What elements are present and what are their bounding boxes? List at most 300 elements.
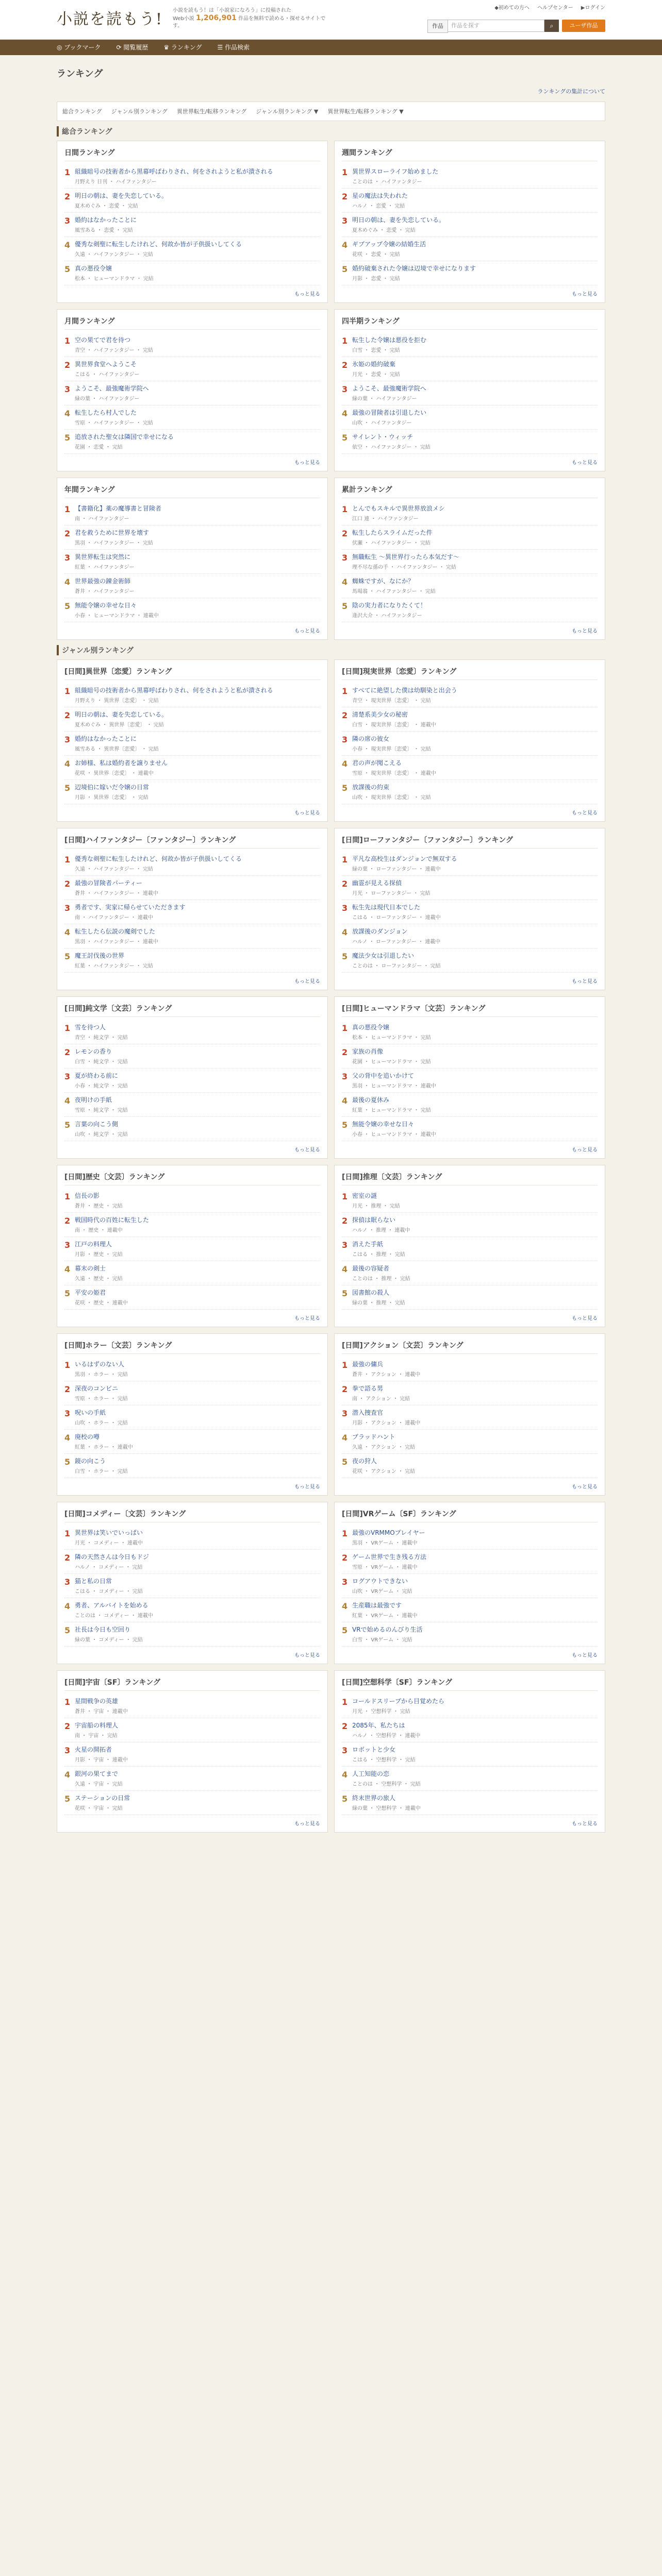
work-title-link[interactable]: お姉様、私は婚約者を譲りません <box>75 759 168 767</box>
work-title-link[interactable]: 潜入捜査官 <box>352 1409 384 1416</box>
more-link[interactable]: もっと見る <box>572 460 598 466</box>
work-meta: 花咲 ・ アクション ・ 完結 <box>352 1469 416 1475</box>
ranking-item <box>342 1381 598 1405</box>
ranking-item <box>342 1550 598 1574</box>
work-meta: ハルノ ・ 推理 ・ 連載中 <box>352 1228 410 1233</box>
work-title-link[interactable]: 世界最強の錬金術師 <box>75 578 131 585</box>
ranking-item <box>342 333 598 357</box>
work-title-link[interactable]: 明日の朝は、妻を失恋している。 <box>75 192 168 199</box>
more-link[interactable]: もっと見る <box>294 1484 320 1490</box>
ranking-item <box>342 1044 598 1069</box>
work-title-link[interactable]: 人工知能の恋 <box>352 1770 390 1777</box>
work-title-link[interactable]: 猫と私の日常 <box>75 1578 112 1585</box>
work-title-link[interactable]: 転生したら村人でした <box>75 409 137 416</box>
work-title-link[interactable]: 消えた手紙 <box>352 1241 384 1248</box>
work-meta: 蒼井 ・ アクション ・ 連載中 <box>352 1372 421 1378</box>
work-title-link[interactable]: すべてに絶望した僕は幼馴染と出会う <box>352 687 457 694</box>
rank-number: 2 <box>64 1553 71 1563</box>
search-input[interactable]: 作品を探す <box>448 20 544 32</box>
ranking-item-body <box>352 855 457 872</box>
rank-number: 1 <box>64 1192 71 1201</box>
top-link-login[interactable]: ▶ログイン <box>581 5 605 11</box>
ranking-item-body <box>75 167 273 185</box>
ranking-item <box>342 683 598 707</box>
work-title-link[interactable]: 拳で語る男 <box>352 1385 384 1392</box>
ranking-item <box>64 948 320 973</box>
work-title-link[interactable]: 転生先は現代日本でした <box>352 904 421 911</box>
work-title-link[interactable]: 生産職は最強です <box>352 1602 402 1609</box>
rank-number: 4 <box>342 1433 348 1443</box>
ranking-item <box>342 261 598 285</box>
work-title-link[interactable]: 雪を待つ人 <box>75 1024 106 1031</box>
more-link[interactable]: もっと見る <box>572 629 598 634</box>
more-link-wrap <box>64 977 320 985</box>
work-title-link[interactable]: 父の背中を追いかけて <box>352 1072 415 1079</box>
work-title-link[interactable]: 最後の容疑者 <box>352 1265 390 1272</box>
work-meta: 紅葉 ・ ホラー ・ 連載中 <box>75 1445 133 1450</box>
ranking-box-title: [日間]コメディー〔文芸〕ランキング <box>64 1509 320 1522</box>
ranking-item <box>64 189 320 213</box>
tab-isekai-dropdown[interactable]: 異世界転生/転移ランキング ▼ <box>327 108 404 115</box>
work-meta: 月野えり ・ 異世界〔恋愛〕 ・ 完結 <box>75 698 159 704</box>
work-title-link[interactable]: 辺境伯に嫁いだ令嬢の日常 <box>75 784 150 791</box>
work-meta: 緑の葉 ・ 空想科学 ・ 連載中 <box>352 1806 421 1811</box>
rank-number: 2 <box>64 879 71 889</box>
work-title-link[interactable]: 鏡の向こう <box>75 1458 106 1465</box>
more-link[interactable]: もっと見る <box>572 1821 598 1827</box>
tab-overall[interactable]: 総合ランキング <box>62 108 102 115</box>
nav-ranking[interactable]: ♛ ランキング <box>163 44 202 51</box>
ranking-item <box>342 948 598 973</box>
ranking-box <box>57 659 328 822</box>
work-title-link[interactable]: 銀河の果てまで <box>75 1770 119 1777</box>
ranking-item-body <box>75 433 174 450</box>
rank-number: 5 <box>64 1794 71 1804</box>
work-title-link[interactable]: 放課後のダンジョン <box>352 928 408 935</box>
more-link[interactable]: もっと見る <box>572 1484 598 1490</box>
more-link-wrap <box>64 1819 320 1827</box>
work-title-link[interactable]: ロボットと少女 <box>352 1746 396 1753</box>
ranking-help-anchor[interactable]: ランキングの集計について <box>537 88 605 95</box>
work-meta: こはる ・ コメディー ・ 完結 <box>75 1589 143 1595</box>
work-title-link[interactable]: 陰の実力者になりたくて！ <box>352 602 427 609</box>
work-title-link[interactable]: 最強の傭兵 <box>352 1361 384 1368</box>
work-title-link[interactable]: 江戸の料理人 <box>75 1241 112 1248</box>
top-links <box>488 3 605 11</box>
ranking-item-body <box>352 927 440 945</box>
work-meta: 久遠 ・ ハイファンタジー ・ 完結 <box>75 252 153 258</box>
work-title-link[interactable]: 幽霊が見える探偵 <box>352 879 402 887</box>
rank-number: 3 <box>64 1240 71 1250</box>
rank-number: 5 <box>342 264 348 274</box>
ranking-box <box>334 478 605 640</box>
work-title-link[interactable]: 転生したら伝説の魔剣でした <box>75 928 156 935</box>
top-link-guide[interactable]: ◆初めての方へ <box>494 5 529 11</box>
ranking-box-title: [日間]純文学〔文芸〕ランキング <box>64 1003 320 1017</box>
ranking-item <box>64 1550 320 1574</box>
work-meta: 花咲 ・ 恋愛 ・ 完結 <box>352 252 400 258</box>
ranking-item-body <box>352 1240 405 1258</box>
ranking-item <box>64 1430 320 1454</box>
ranking-item-body <box>75 879 158 896</box>
more-link[interactable]: もっと見る <box>294 810 320 816</box>
more-link-wrap <box>342 977 598 985</box>
work-title-link[interactable]: 最強の冒険者は引退したい <box>352 409 427 416</box>
work-title-link[interactable]: とんでもスキルで異世界放浪メシ <box>352 505 445 512</box>
ranking-item <box>64 756 320 780</box>
ranking-box <box>57 1333 328 1496</box>
site-logo[interactable]: 小説を読もう! <box>57 10 163 28</box>
work-meta: 白雪 ・ VRゲーム ・ 完結 <box>352 1637 412 1643</box>
search-type-select[interactable]: 作品 <box>427 20 448 33</box>
work-title-link[interactable]: 組織暗号の技術者から黒幕呼ばわりされ、何をされようと私が潰される <box>75 687 273 694</box>
more-link-wrap <box>342 1651 598 1658</box>
work-title-link[interactable]: 勇者です、実家に帰らせていただきます <box>75 904 186 911</box>
rank-number: 2 <box>342 1384 348 1394</box>
work-title-link[interactable]: 婚約はなかったことに <box>75 216 137 224</box>
work-title-link[interactable]: 転生したらスライムだった件 <box>352 529 433 536</box>
more-link[interactable]: もっと見る <box>294 1147 320 1153</box>
rank-number: 2 <box>64 529 71 538</box>
ranking-item <box>342 756 598 780</box>
rank-number: 1 <box>342 336 348 346</box>
work-title-link[interactable]: 異世界は笑いでいっぱい <box>75 1529 143 1536</box>
work-title-link[interactable]: 最強のVRMMOプレイヤー <box>352 1529 425 1536</box>
work-meta: 雪原 ・ VRゲーム ・ 連載中 <box>352 1565 418 1570</box>
work-title-link[interactable]: 平安の姫君 <box>75 1289 106 1296</box>
more-link[interactable]: もっと見る <box>294 292 320 297</box>
work-meta: 黒羽 ・ ヒューマンドラマ ・ 連載中 <box>352 1083 436 1089</box>
ranking-item <box>64 598 320 622</box>
work-meta: 山吹 ・ VRゲーム ・ 完結 <box>352 1589 412 1595</box>
ranking-item-body <box>352 240 426 258</box>
ranking-item <box>64 405 320 430</box>
work-title-link[interactable]: 真の悪役令嬢 <box>352 1024 390 1031</box>
work-meta: 久遠 ・ 歴史 ・ 完結 <box>75 1276 123 1282</box>
tab-isekai[interactable]: 異世界転生/転移ランキング <box>176 108 247 115</box>
rank-number: 1 <box>342 686 348 696</box>
work-meta: 白雪 ・ 現実世界〔恋愛〕 ・ 連載中 <box>352 722 436 728</box>
ranking-item <box>342 598 598 622</box>
work-title-link[interactable]: 明日の朝は、妻を失恋している。 <box>352 216 445 224</box>
work-title-link[interactable]: いるはずのない人 <box>75 1361 125 1368</box>
ranking-item <box>64 1694 320 1718</box>
rank-number: 4 <box>64 1433 71 1443</box>
work-title-link[interactable]: 異世界食堂へようこそ <box>75 361 137 368</box>
work-meta: ハルノ ・ コメディー ・ 完結 <box>75 1565 143 1570</box>
ranking-item <box>342 1069 598 1093</box>
work-title-link[interactable]: 図書館の殺人 <box>352 1289 390 1296</box>
work-title-link[interactable]: 君の声が聞こえる <box>352 759 402 767</box>
ranking-item-body <box>75 384 149 402</box>
rank-number: 2 <box>64 360 71 370</box>
work-title-link[interactable]: ブラッドハント <box>352 1433 395 1440</box>
ranking-item-body <box>352 409 426 426</box>
work-title-link[interactable]: 【書籍化】薬の魔導書と冒険者 <box>75 505 162 512</box>
rank-number: 3 <box>64 1409 71 1418</box>
ranking-item-body <box>352 1360 420 1378</box>
ranking-item <box>64 333 320 357</box>
rank-number: 4 <box>64 1096 71 1106</box>
more-link[interactable]: もっと見る <box>572 1147 598 1153</box>
rank-number: 3 <box>342 553 348 563</box>
rank-number: 5 <box>342 952 348 961</box>
rank-number: 3 <box>342 1409 348 1418</box>
work-title-link[interactable]: 真の悪役令嬢 <box>75 265 112 272</box>
rank-number: 4 <box>64 1601 71 1611</box>
ranking-item <box>64 501 320 526</box>
work-meta: 南 ・ 歴史 ・ 連載中 <box>75 1228 123 1233</box>
work-title-link[interactable]: サイレント・ウィッチ <box>352 433 413 440</box>
work-meta: 逢沢大介 ・ ハイファンタジー <box>352 613 422 619</box>
ranking-item-body <box>352 1072 436 1089</box>
work-title-link[interactable]: 氷姫の婚約破棄 <box>352 361 396 368</box>
ranking-item-body <box>75 1216 149 1233</box>
ranking-box-title: [日間]ホラー〔文芸〕ランキング <box>64 1340 320 1354</box>
work-title-link[interactable]: 戦国時代の百姓に転生した <box>75 1216 150 1224</box>
ranking-item-body <box>352 1625 423 1643</box>
work-title-link[interactable]: 星間戦争の英雄 <box>75 1698 119 1705</box>
ranking-item-body <box>75 759 168 776</box>
more-link-wrap <box>342 1819 598 1827</box>
work-title-link[interactable]: 最強の冒険者パーティー <box>75 879 143 887</box>
work-title-link[interactable]: 最後の夏休み <box>352 1096 390 1104</box>
work-title-link[interactable]: 転生した令嬢は悪役を拒む <box>352 336 427 344</box>
more-link[interactable]: もっと見る <box>572 1653 598 1658</box>
rank-number: 1 <box>342 855 348 865</box>
rank-number: 4 <box>342 759 348 769</box>
work-title-link[interactable]: 平凡な高校生はダンジョンで無双する <box>352 855 457 862</box>
tab-genre-dropdown[interactable]: ジャンル別ランキング ▼ <box>256 108 319 115</box>
more-link-wrap <box>342 1145 598 1153</box>
work-meta: 白雪 ・ 純文学 ・ 完結 <box>75 1059 128 1065</box>
ranking-box <box>57 478 328 640</box>
ranking-item-body <box>352 167 438 185</box>
ranking-item <box>64 780 320 804</box>
work-meta: 依空 ・ ハイファンタジー ・ 完結 <box>352 445 431 450</box>
more-link[interactable]: もっと見る <box>294 979 320 985</box>
ranking-item <box>342 1574 598 1598</box>
work-title-link[interactable]: 婚約破棄された令嬢は辺境で幸せになります <box>352 265 476 272</box>
work-title-link[interactable]: 終末世界の旅人 <box>352 1794 396 1802</box>
rank-number: 2 <box>64 192 71 201</box>
rank-number: 2 <box>342 192 348 201</box>
work-title-link[interactable]: 宇宙船の料理人 <box>75 1722 119 1729</box>
rank-number: 5 <box>64 952 71 961</box>
work-meta: 月影 ・ 歴史 ・ 完結 <box>75 1252 123 1258</box>
nav-history[interactable]: ⟳ 閲覧履歴 <box>116 44 148 51</box>
ranking-item-body <box>352 1721 420 1739</box>
more-link[interactable]: もっと見る <box>294 1316 320 1321</box>
rank-number: 4 <box>64 1770 71 1780</box>
work-title-link[interactable]: 密室の謎 <box>352 1192 377 1199</box>
ranking-item-body <box>352 504 445 522</box>
more-link[interactable]: もっと見る <box>294 629 320 634</box>
ranking-item <box>342 1093 598 1117</box>
work-title-link[interactable]: 夜明けの手紙 <box>75 1096 112 1104</box>
rank-number: 1 <box>64 1023 71 1033</box>
more-link[interactable]: もっと見る <box>294 460 320 466</box>
ranking-item-body <box>75 192 168 209</box>
ranking-item-body <box>75 927 158 945</box>
work-title-link[interactable]: 火星の開拓者 <box>75 1746 112 1753</box>
rank-number: 1 <box>64 336 71 346</box>
section-title-genre: ジャンル別ランキング <box>57 645 605 655</box>
work-title-link[interactable]: 夜の狩人 <box>352 1458 377 1465</box>
rank-number: 3 <box>342 384 348 394</box>
more-link[interactable]: もっと見る <box>572 810 598 816</box>
rank-number: 3 <box>342 1745 348 1755</box>
work-title-link[interactable]: ようこそ、最強魔術学院へ <box>352 385 426 392</box>
work-title-link[interactable]: 深夜のコンビニ <box>75 1385 119 1392</box>
more-link[interactable]: もっと見る <box>294 1653 320 1658</box>
work-title-link[interactable]: 社長は今日も空回り <box>75 1626 131 1633</box>
rank-number: 2 <box>342 1047 348 1057</box>
work-title-link[interactable]: 勇者、アルバイトを始める <box>75 1602 148 1609</box>
ranking-box-title: [日間]ハイファンタジー〔ファンタジー〕ランキング <box>64 835 320 849</box>
rank-number: 5 <box>64 433 71 443</box>
rank-number: 4 <box>342 1601 348 1611</box>
work-meta: 月野えり 日刊 ・ ハイファンタジー <box>75 179 157 185</box>
work-title-link[interactable]: 呪いの手紙 <box>75 1409 106 1416</box>
work-title-link[interactable]: 2085年、私たちは <box>352 1722 405 1729</box>
rank-number: 2 <box>64 1721 71 1731</box>
work-title-link[interactable]: 廃校の噂 <box>75 1433 100 1440</box>
ranking-item <box>64 1261 320 1285</box>
work-title-link[interactable]: 放課後の約束 <box>352 784 390 791</box>
ranking-item <box>342 732 598 756</box>
work-title-link[interactable]: 幕末の剣士 <box>75 1265 106 1272</box>
nav-bookmark[interactable]: ◎ ブックマーク <box>57 44 101 51</box>
work-title-link[interactable]: 魔王討伐後の世界 <box>75 952 125 959</box>
ranking-item <box>64 237 320 261</box>
rank-number: 4 <box>64 1264 71 1274</box>
work-meta: 月光 ・ 空想科学 ・ 完結 <box>352 1709 410 1715</box>
ranking-item-body <box>352 952 441 969</box>
work-meta: ことのは ・ コメディー ・ 連載中 <box>75 1613 153 1619</box>
ranking-item-body <box>75 903 186 921</box>
work-title-link[interactable]: 優秀な剣聖に転生したけれど、何故か皆が子供扱いしてくる <box>75 855 242 862</box>
more-link[interactable]: もっと見る <box>294 1821 320 1827</box>
rank-number: 1 <box>342 1697 348 1707</box>
work-title-link[interactable]: 明日の朝は、妻を失恋している。 <box>75 711 168 718</box>
work-title-link[interactable]: 信長の影 <box>75 1192 100 1199</box>
ranking-box-title: 年間ランキング <box>64 484 320 498</box>
ranking-item <box>64 1213 320 1237</box>
work-meta: 緑の葉 ・ ハイファンタジー <box>352 396 417 402</box>
more-link[interactable]: もっと見る <box>572 979 598 985</box>
work-title-link[interactable]: 蜘蛛ですが、なにか？ <box>352 578 415 585</box>
ranking-item-body <box>352 529 433 546</box>
rank-number: 1 <box>342 1529 348 1538</box>
ranking-item-body <box>75 504 161 522</box>
work-title-link[interactable]: レモンの香り <box>75 1048 112 1055</box>
work-title-link[interactable]: 異世界転生は突然に <box>75 553 131 561</box>
rank-number: 3 <box>64 735 71 744</box>
work-title-link[interactable]: ゲーム世界で生き残る方法 <box>352 1553 427 1561</box>
work-title-link[interactable]: 組織暗号の技術者から黒幕呼ばわりされ、何をされようと私が潰される <box>75 168 273 175</box>
search-icon[interactable]: ⌕ <box>544 20 559 32</box>
rank-number: 4 <box>64 927 71 937</box>
top-link-help[interactable]: ヘルプセンター <box>537 5 573 11</box>
tab-genre[interactable]: ジャンル別ランキング <box>111 108 168 115</box>
work-title-link[interactable]: VRで始めるのんびり生活 <box>352 1626 423 1633</box>
work-meta: 黒羽 ・ ハイファンタジー ・ 完結 <box>75 540 153 546</box>
work-meta: 花咲 ・ 歴史 ・ 連載中 <box>75 1300 128 1306</box>
ranking-item-body <box>75 1192 123 1209</box>
work-title-link[interactable]: 清楚系美少女の秘密 <box>352 711 408 718</box>
work-title-link[interactable]: 優秀な剣聖に転生したけれど、何故か皆が子供扱いしてくる <box>75 241 242 248</box>
ranking-item-body <box>75 710 168 728</box>
ranking-item-body <box>352 1697 444 1715</box>
work-title-link[interactable]: 無職転生 ～異世界行ったら本気だす～ <box>352 553 459 561</box>
work-meta: 蒼井 ・ ハイファンタジー <box>75 589 135 595</box>
rank-number: 1 <box>64 504 71 514</box>
ranking-tabs <box>57 101 605 121</box>
ranking-item <box>64 1405 320 1430</box>
more-link[interactable]: もっと見る <box>572 292 598 297</box>
work-title-link[interactable]: 魔法少女は引退したい <box>352 952 415 959</box>
ranking-item <box>342 213 598 237</box>
work-title-link[interactable]: 星の魔法は失われた <box>352 192 408 199</box>
ranking-item <box>342 574 598 598</box>
user-works-button[interactable]: ユーザ作品 <box>562 20 605 32</box>
work-meta: 小春 ・ ヒューマンドラマ ・ 連載中 <box>352 1132 436 1138</box>
ranking-box <box>334 1670 605 1833</box>
more-link[interactable]: もっと見る <box>572 1316 598 1321</box>
ranking-box-title: [日間]ローファンタジー〔ファンタジー〕ランキング <box>342 835 598 849</box>
work-title-link[interactable]: ステーションの日常 <box>75 1794 130 1802</box>
work-title-link[interactable]: 君を救うために世界を壊す <box>75 529 150 536</box>
work-meta: 久遠 ・ ハイファンタジー ・ 完結 <box>75 867 153 872</box>
work-title-link[interactable]: 無能令嬢の幸せな日々 <box>75 602 137 609</box>
work-title-link[interactable]: 家族の肖像 <box>352 1048 384 1055</box>
ranking-item-body <box>352 1384 410 1402</box>
ranking-item <box>64 1044 320 1069</box>
work-title-link[interactable]: 異世界スローライフ始めました <box>352 168 439 175</box>
work-title-link[interactable]: 隣の席の彼女 <box>352 735 390 742</box>
ranking-item <box>64 924 320 948</box>
ranking-box <box>57 141 328 303</box>
work-title-link[interactable]: 空の果てで君を待つ <box>75 336 131 344</box>
work-title-link[interactable]: ログアウトできない <box>352 1578 408 1585</box>
nav-search[interactable]: ☰ 作品検索 <box>217 44 250 51</box>
rank-number: 3 <box>64 216 71 226</box>
ranking-item <box>64 1622 320 1647</box>
rank-number: 1 <box>64 1360 71 1370</box>
ranking-item <box>64 213 320 237</box>
work-meta: こはる ・ ローファンタジー ・ 連載中 <box>352 915 441 921</box>
rank-number: 2 <box>342 1216 348 1226</box>
ranking-item-body <box>352 601 426 619</box>
work-title-link[interactable]: ギブアップ令嬢の結婚生活 <box>352 241 426 248</box>
site-description <box>173 7 327 30</box>
ranking-box-title: 日間ランキング <box>64 147 320 161</box>
work-title-link[interactable]: 婚約はなかったことに <box>75 735 137 742</box>
ranking-item-body <box>75 1120 128 1138</box>
work-title-link[interactable]: 探偵は眠らない <box>352 1216 396 1224</box>
work-title-link[interactable]: ようこそ、最強魔術学院へ <box>75 385 149 392</box>
work-title-link[interactable]: 追放された聖女は隣国で幸せになる <box>75 433 174 440</box>
work-meta: 山吹 ・ ホラー ・ 完結 <box>75 1420 128 1426</box>
work-title-link[interactable]: 隣の天然さんは今日もドジ <box>75 1553 150 1561</box>
work-title-link[interactable]: コールドスリープから目覚めたら <box>352 1698 445 1705</box>
work-title-link[interactable]: 言葉の向こう側 <box>75 1121 119 1128</box>
work-title-link[interactable]: 無能令嬢の幸せな日々 <box>352 1121 415 1128</box>
work-title-link[interactable]: 夏が終わる前に <box>75 1072 119 1079</box>
overall-ranking-grid <box>57 141 605 640</box>
ranking-item <box>342 852 598 876</box>
